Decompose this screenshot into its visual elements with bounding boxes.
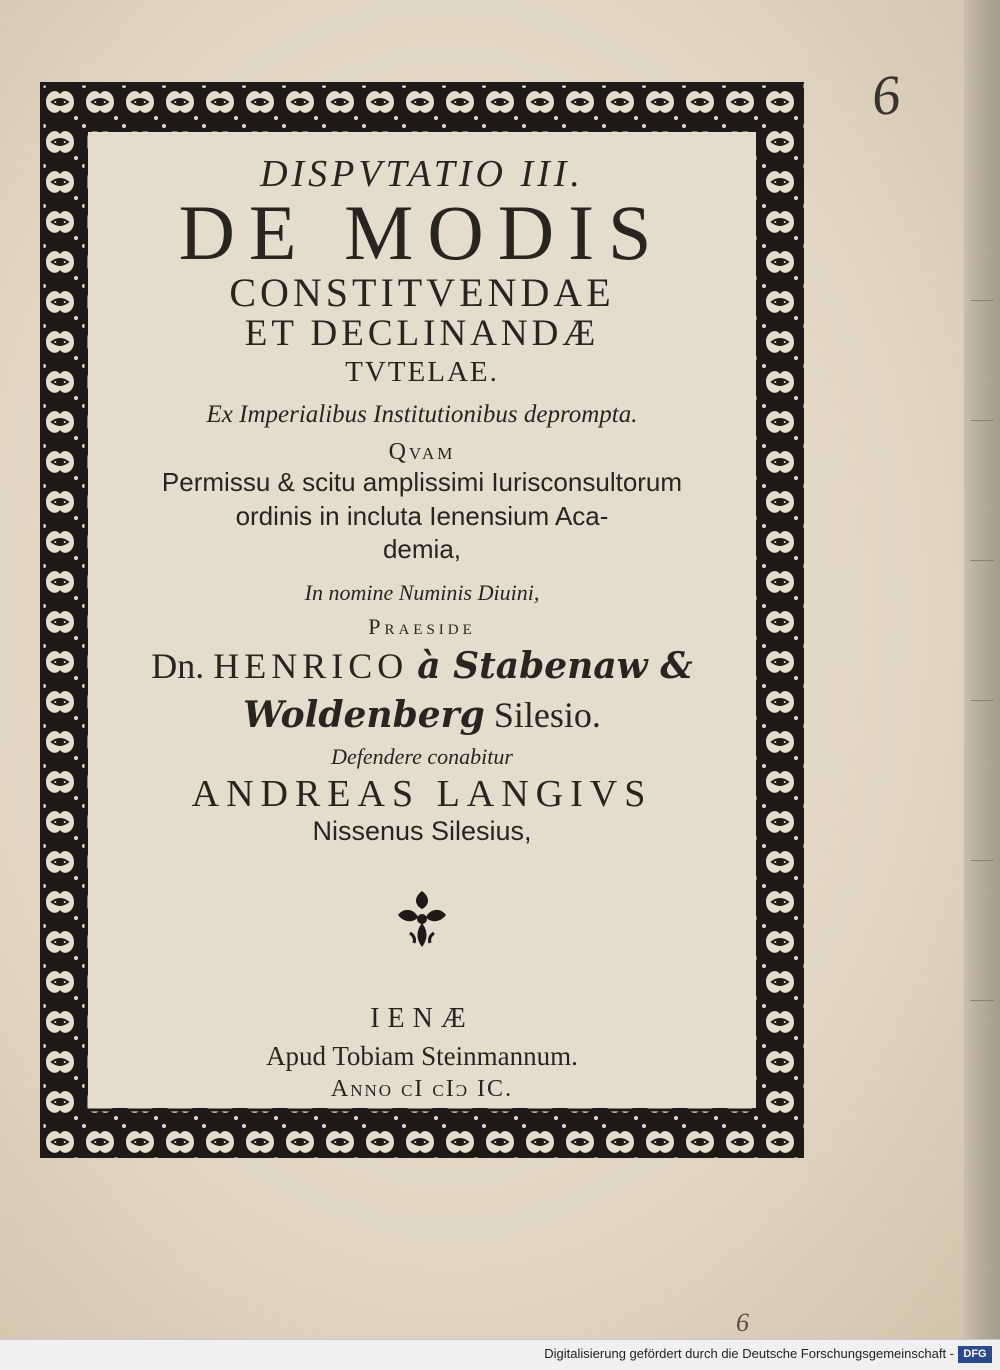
quam-word: Qvam — [388, 439, 456, 466]
respondent-origin: Nissenus Silesius, — [312, 816, 532, 847]
imprint-year: Anno cI cIɔ IC. — [330, 1076, 514, 1103]
praeses-origin-line — [100, 693, 744, 738]
silesio-word: Silesio. — [493, 695, 601, 736]
body-line-3: demia, — [382, 534, 462, 565]
footer-credit: Digitalisierung gefördert durch die Deutsche Forschungsgemeinschaft - — [544, 1346, 954, 1361]
digitization-footer — [0, 1339, 1000, 1370]
page-edge-stack — [964, 0, 1000, 1340]
title-page-content — [100, 140, 744, 1103]
imprint-place: IENÆ — [370, 1003, 474, 1035]
praeses-name-rest: à Stabenaw & — [417, 645, 693, 688]
praeside-word: Praeside — [368, 614, 476, 640]
title-line-3: ET DECLINANDÆ — [244, 313, 600, 354]
title-line-2: CONSTITVENDAE — [229, 270, 615, 315]
in-nomine-line: In nomine Numinis Diuini, — [304, 580, 540, 606]
praeses-name-line — [100, 644, 744, 689]
respondent-name: ANDREAS LANGIVS — [191, 773, 653, 816]
dfg-logo: DFG — [958, 1346, 992, 1363]
handwritten-bottom-mark: 6 — [736, 1308, 749, 1337]
defendere-line: Defendere conabitur — [331, 744, 513, 770]
woldenberg-word: Woldenberg — [243, 694, 485, 737]
praeses-name: HENRICO — [213, 646, 409, 687]
fleuron-ornament-icon — [392, 887, 452, 951]
praeses-title: Dn. — [151, 646, 205, 687]
disputatio-heading: DISPVTATIO III. — [260, 153, 584, 195]
body-line-2: ordinis in incluta Ienensium Aca- — [235, 500, 609, 531]
title-line-4: TVTELAE. — [345, 355, 499, 388]
handwritten-page-number: 6 — [868, 63, 904, 129]
imprint-printer: Apud Tobiam Steinmannum. — [266, 1041, 578, 1072]
body-line-1: Permissu & scitu amplissimi Iurisconsultorum — [161, 467, 683, 498]
subtitle: Ex Imperialibus Institutionibus deprompta. — [206, 401, 638, 429]
main-title: DE MODIS — [178, 189, 666, 276]
